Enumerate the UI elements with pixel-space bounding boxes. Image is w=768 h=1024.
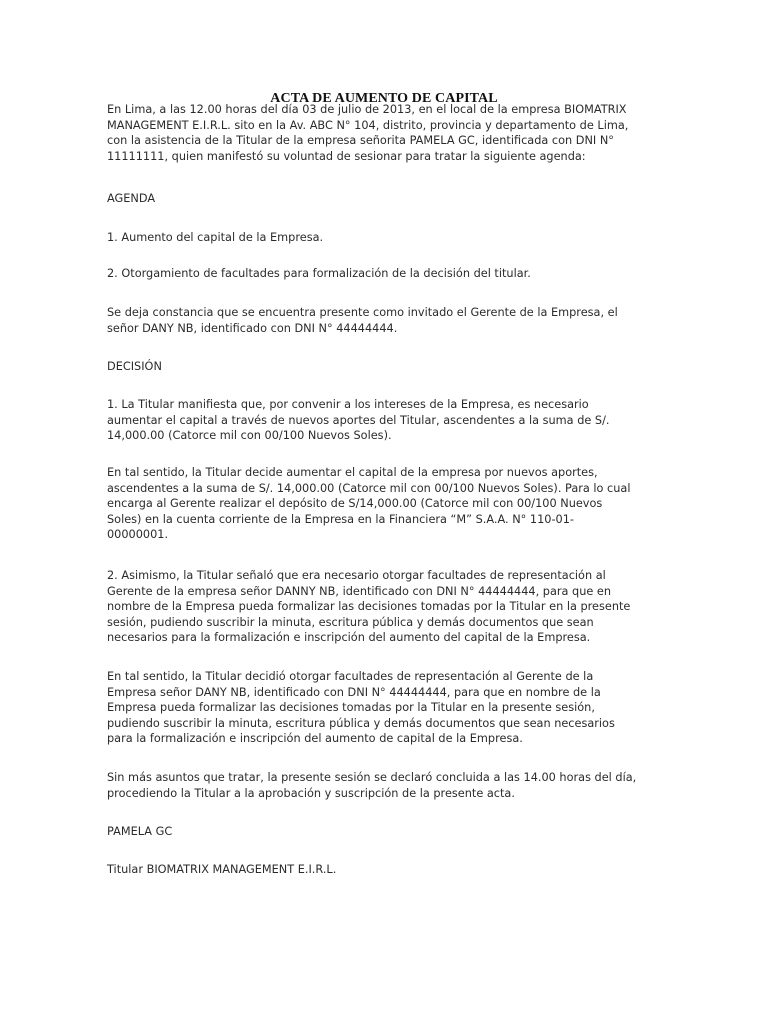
decision-1-paragraph: 1. La Titular manifiesta que, por convenir a los intereses de la Empresa, es necesario aumentar el capital a través de nuevos aportes del Titular, ascendentes a la suma de S/. 14,000.00 (Catorce mil con 00/100 Nuevos Soles). [107, 398, 610, 442]
guest-note-paragraph: Se deja constancia que se encuentra presente como invitado el Gerente de la Empresa, el señor DANY NB, identificado con DNI N° 44444444. [107, 306, 618, 335]
signatory-role: Titular BIOMATRIX MANAGEMENT E.I.R.L. [107, 863, 337, 876]
decision-2-paragraph: 2. Asimismo, la Titular señaló que era necesario otorgar facultades de representación al Gerente de la empresa señor DANNY NB, identificado con DNI N° 44444444, para que en nombre de la Empresa pueda formalizar las decisiones tomadas por la Titular en la presente sesión, pudiendo suscribir la minuta, escritura pública y demás documentos que sean necesarios para la formalización e inscripción del aumento del capital de la Empresa. [107, 569, 631, 644]
decision-heading: DECISIÓN [107, 360, 162, 373]
decision-1-detail-paragraph: En tal sentido, la Titular decide aumentar el capital de la empresa por nuevos aportes, ascendentes a la suma de S/. 14,000.00 (Catorce mil con 00/100 Nuevos Soles). Para lo cual encarga al Gerente realizar el depósito de S/14,000.00 (Catorce mil con 00/100 Nuevos Soles) en la cuenta corriente de la Empresa en la Financiera “M” S.A.A. N° 110-01- 00000001. [107, 466, 631, 541]
signatory-name: PAMELA GC [107, 825, 173, 838]
closing-paragraph: Sin más asuntos que tratar, la presente sesión se declaró concluida a las 14.00 horas del día, procediendo la Titular a la aprobación y suscripción de la presente acta. [107, 771, 637, 800]
agenda-heading: AGENDA [107, 192, 156, 205]
agenda-item-2: 2. Otorgamiento de facultades para formalización de la decisión del titular. [107, 267, 531, 280]
document-title: ACTA DE AUMENTO DE CAPITAL [270, 91, 498, 106]
intro-paragraph: En Lima, a las 12.00 horas del día 03 de julio de 2013, en el local de la empresa BIOMATRIX MANAGEMENT E.I.R.L. sito en la Av. ABC N° 104, distrito, provincia y departamento de Lima, con la asistencia de la Titular de la empresa señorita PAMELA GC, identificada con DNI N° 11111111, quien manifestó su voluntad de sesionar para tratar la siguiente agenda: [107, 103, 629, 163]
agenda-item-1: 1. Aumento del capital de la Empresa. [107, 231, 324, 244]
decision-2-detail-paragraph: En tal sentido, la Titular decidió otorgar facultades de representación al Gerente de la Empresa señor DANY NB, identificado con DNI N° 44444444, para que en nombre de la Empresa pueda formalizar las decisiones tomadas por la Titular en la presente sesión, pudiendo suscribir la minuta, escritura pública y demás documentos que sean necesarios para la formalización e inscripción del aumento de capital de la Empresa. [107, 670, 615, 745]
